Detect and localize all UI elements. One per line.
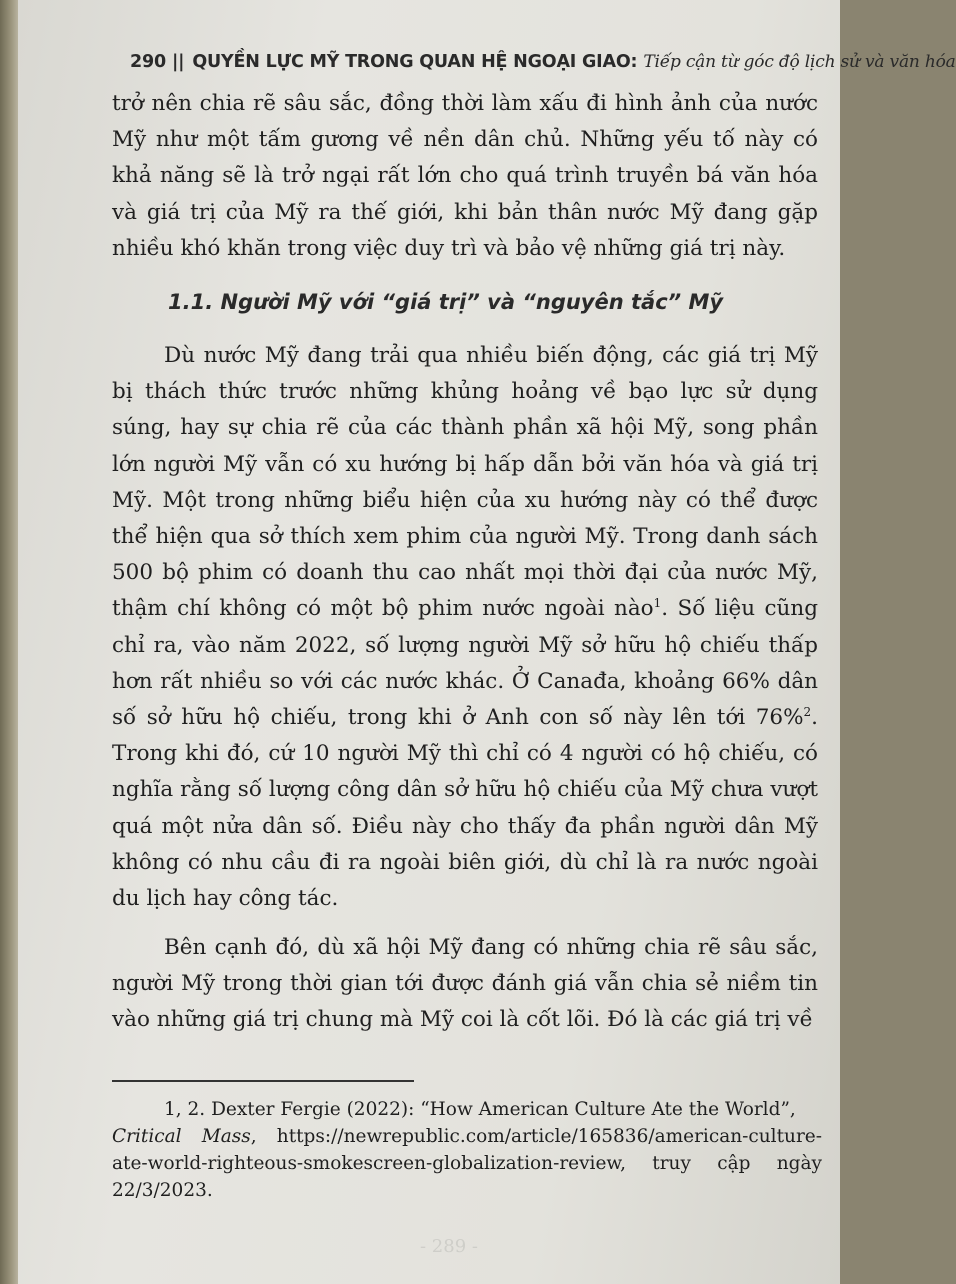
paragraph-2-text (112, 338, 818, 917)
paragraph-2-part-3: . Trong khi đó, cứ 10 người Mỹ thì chỉ có 4 người có hộ chiếu, có nghĩa rằng số lượng công dân sở hữu hộ chiếu của Mỹ chưa vượt quá một nửa dân số. Điều này cho thấy đa phần người dân Mỹ không có nhu cầu đi ra ngoài biên giới, dù chỉ là ra nước ngoài du lịch hay công tác. (112, 705, 818, 912)
footnote-text (112, 1096, 822, 1204)
paragraph-1-text: trở nên chia rẽ sâu sắc, đồng thời làm xấu đi hình ảnh của nước Mỹ như một tấm gương về nền dân chủ. Những yếu tố này có khả năng sẽ là trở ngại rất lớn cho quá trình truyền bá văn hóa và giá trị của Mỹ ra thế giới, khi bản thân nước Mỹ đang gặp nhiều khó khăn trong việc duy trì và bảo vệ những giá trị này. (112, 91, 818, 261)
footnote-ref-1: 1 (653, 596, 662, 611)
book-title: QUYỀN LỰC MỸ TRONG QUAN HỆ NGOẠI GIAO: (192, 52, 638, 72)
footnote-publication: Critical Mass (112, 1126, 251, 1147)
book-subtitle: Tiếp cận từ góc độ lịch sử và văn hóa (643, 52, 956, 72)
page-number: 290 (130, 52, 166, 72)
header-separator: || (171, 52, 185, 72)
section-heading: 1.1. Người Mỹ với “giá trị” và “nguyên tắc” Mỹ (168, 290, 724, 314)
paragraph-3-text: Bên cạnh đó, dù xã hội Mỹ đang có những chia rẽ sâu sắc, người Mỹ trong thời gian tới được đánh giá vẫn chia sẻ niềm tin vào những giá trị chung mà Mỹ coi là cốt lõi. Đó là các giá trị về (112, 935, 818, 1033)
paragraph-2-part-2: . Số liệu cũng chỉ ra, vào năm 2022, số lượng người Mỹ sở hữu hộ chiếu thấp hơn rất nhiều so với các nước khác. Ở Canađa, khoảng 66% dân số sở hữu hộ chiếu, trong khi ở Anh con số này lên tới 76% (112, 596, 819, 731)
paragraph-1 (112, 86, 818, 267)
footnote (112, 1096, 822, 1204)
footnote-ref-2: 2 (803, 704, 812, 719)
paragraph-3 (112, 930, 818, 1039)
running-header (130, 52, 956, 72)
footnote-divider (112, 1080, 414, 1082)
bleed-through-page-number: - 289 - (420, 1236, 478, 1257)
paragraph-2 (112, 338, 818, 917)
footnote-url: , https://newrepublic.com/article/165836/american-culture-ate-world-righteous-smokescreen-globalization-review, truy cập ngày 22/3/2023. (112, 1126, 822, 1201)
paragraph-2-part-1: Dù nước Mỹ đang trải qua nhiều biến động, các giá trị Mỹ bị thách thức trước những khủng hoảng về bạo lực sử dụng súng, hay sự chia rẽ của các thành phần xã hội Mỹ, song phần lớn người Mỹ vẫn có xu hướng bị hấp dẫn bởi văn hóa và giá trị Mỹ. Một trong những biểu hiện của xu hướng này có thể được thể hiện qua sở thích xem phim của người Mỹ. Trong danh sách 500 bộ phim có doanh thu cao nhất mọi thời đại của nước Mỹ, thậm chí không có một bộ phim nước ngoài nào (112, 343, 818, 622)
book-spine-edge (0, 0, 18, 1284)
footnote-lead: 1, 2. Dexter Fergie (2022): “How American Culture Ate the World”, (164, 1099, 796, 1120)
